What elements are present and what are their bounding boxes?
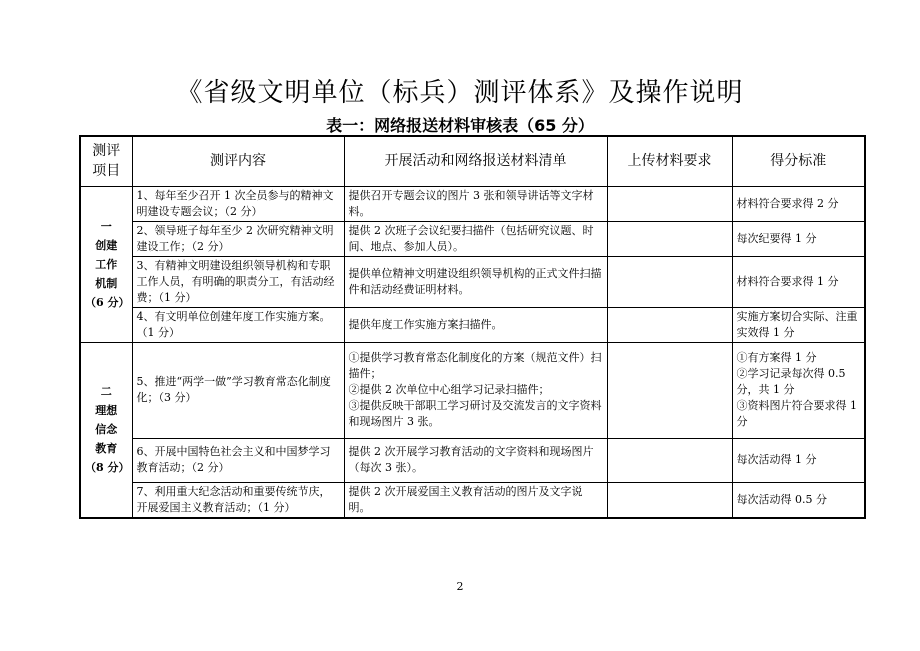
- requirement-cell: [607, 307, 732, 342]
- score-cell: 每次纪要得 1 分: [732, 221, 865, 256]
- content-cell: 7、利用重大纪念活动和重要传统节庆，开展爱国主义教育活动；（1 分）: [132, 482, 344, 518]
- table-subtitle: 表一：网络报送材料审核表（65 分）: [326, 116, 594, 135]
- table-row: [80, 438, 865, 482]
- score-cell: 材料符合要求得 1 分: [732, 256, 865, 307]
- header-upload-requirement: 上传材料要求: [607, 136, 732, 186]
- table-row: [80, 256, 865, 307]
- content-cell: 6、开展中国特色社会主义和中国梦学习教育活动；（2 分）: [132, 438, 344, 482]
- content-cell: 2、领导班子每年至少 2 次研究精神文明建设工作；（2 分）: [132, 221, 344, 256]
- header-scoring-standard: 得分标准: [732, 136, 865, 186]
- content-cell: 3、有精神文明建设组织领导机构和专职工作人员，有明确的职责分工，有活动经费；（1 分）: [132, 256, 344, 307]
- table-row: [80, 482, 865, 518]
- materials-cell: ①提供学习教育常态化制度化的方案（规范文件）扫描件； ②提供 2 次单位中心组学习记录扫描件； ③提供反映干部职工学习研讨及交流发言的文字资料和现场图片 3 张。: [344, 342, 607, 438]
- materials-cell: 提供 2 次开展爱国主义教育活动的图片及文字说明。: [344, 482, 607, 518]
- requirement-cell: [607, 438, 732, 482]
- table-row: [80, 221, 865, 256]
- requirement-cell: [607, 342, 732, 438]
- table-row: [80, 342, 865, 438]
- requirement-cell: [607, 482, 732, 518]
- table-row: [80, 186, 865, 221]
- header-row: [80, 136, 865, 186]
- materials-cell: 提供单位精神文明建设组织领导机构的正式文件扫描件和活动经费证明材料。: [344, 256, 607, 307]
- table-row: [80, 307, 865, 342]
- category-cell: 二 理想 信念 教育 （8 分）: [80, 342, 132, 518]
- materials-cell: 提供 2 次班子会议纪要扫描件（包括研究议题、时间、地点、参加人员）。: [344, 221, 607, 256]
- materials-cell: 提供 2 次开展学习教育活动的文字资料和现场图片（每次 3 张）。: [344, 438, 607, 482]
- score-cell: 材料符合要求得 2 分: [732, 186, 865, 221]
- page-title: 《省级文明单位（标兵）测评体系》及操作说明: [176, 78, 744, 108]
- header-content: 测评内容: [132, 136, 344, 186]
- header-materials: 开展活动和网络报送材料清单: [344, 136, 607, 186]
- score-cell: 每次活动得 1 分: [732, 438, 865, 482]
- materials-cell: 提供年度工作实施方案扫描件。: [344, 307, 607, 342]
- review-table: [79, 135, 866, 519]
- content-cell: 1、每年至少召开 1 次全员参与的精神文明建设专题会议；（2 分）: [132, 186, 344, 221]
- materials-cell: 提供召开专题会议的图片 3 张和领导讲话等文字材料。: [344, 186, 607, 221]
- category-cell: 一 创建 工作 机制 （6 分）: [80, 186, 132, 342]
- requirement-cell: [607, 221, 732, 256]
- content-cell: 4、有文明单位创建年度工作实施方案。（1 分）: [132, 307, 344, 342]
- requirement-cell: [607, 256, 732, 307]
- score-cell: ①有方案得 1 分 ②学习记录每次得 0.5 分，共 1 分 ③资料图片符合要求得 1 分: [732, 342, 865, 438]
- score-cell: 实施方案切合实际、注重实效得 1 分: [732, 307, 865, 342]
- content-cell: 5、推进“两学一做”学习教育常态化制度化；（3 分）: [132, 342, 344, 438]
- score-cell: 每次活动得 0.5 分: [732, 482, 865, 518]
- requirement-cell: [607, 186, 732, 221]
- page-number: 2: [456, 580, 464, 593]
- header-item: 测评 项目: [80, 136, 132, 186]
